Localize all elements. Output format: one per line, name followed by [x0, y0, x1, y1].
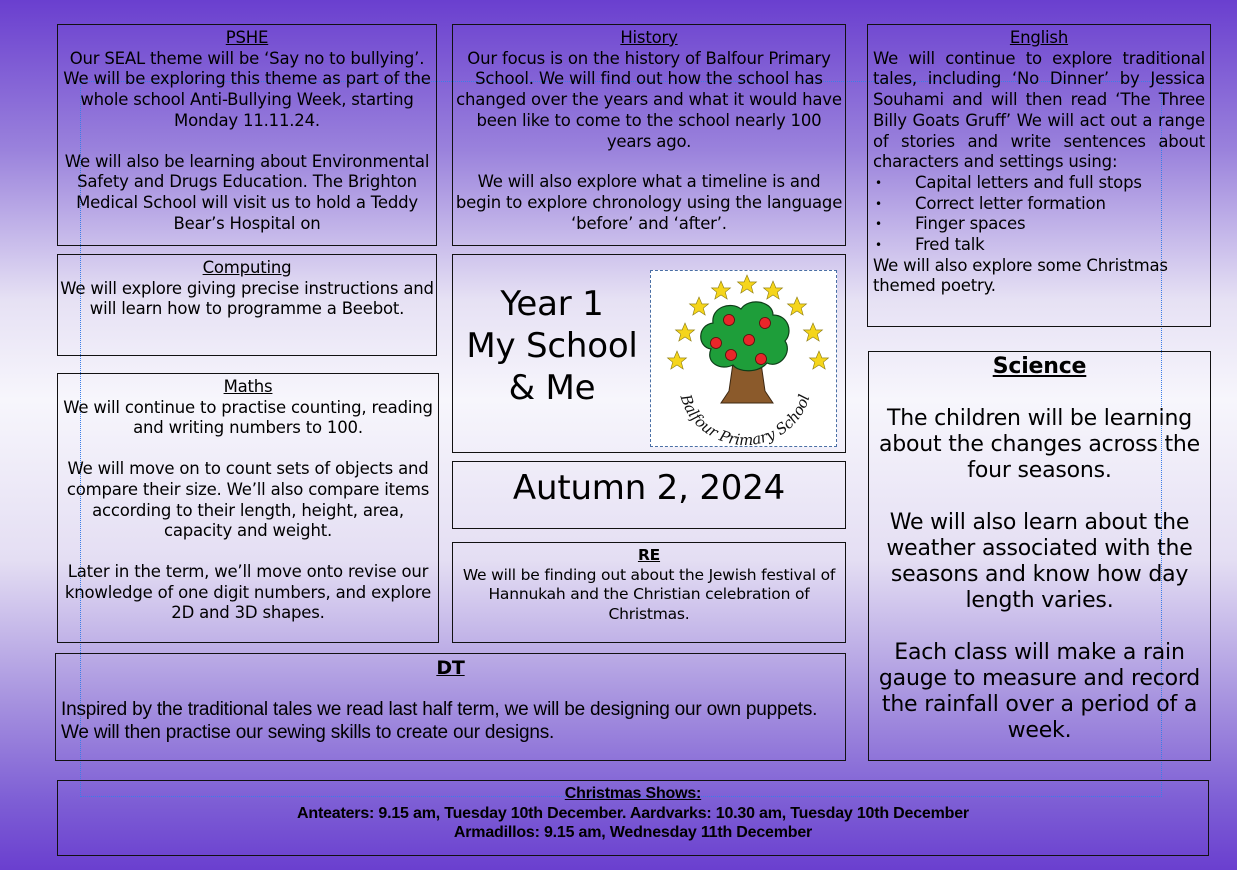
- history-paragraph-2: We will also explore what a timeline is and begin to explore chronology using the language ‘before’ and ‘after’.: [455, 172, 843, 233]
- star-icon: [788, 297, 807, 315]
- christmas-shows-line-2: Armadillos: 9.15 am, Wednesday 11th December: [453, 824, 813, 841]
- maths-heading: Maths: [223, 377, 273, 396]
- pshe-panel: [57, 24, 437, 246]
- science-heading: Science: [992, 354, 1087, 379]
- science-paragraph-1: The children will be learning about the changes across the four seasons.: [878, 406, 1200, 483]
- star-icon: [810, 351, 829, 369]
- science-paragraph-2: We will also learn about the weather associated with the seasons and know how day length varies.: [886, 510, 1193, 613]
- star-icon: [676, 323, 695, 341]
- re-panel: [452, 542, 846, 643]
- history-panel: [452, 24, 846, 246]
- maths-paragraph-3: Later in the term, we’ll move onto revise our knowledge of one digit numbers, and explore 2D and 3D shapes.: [64, 561, 432, 623]
- dt-heading: DT: [436, 657, 465, 679]
- maths-paragraph-1: We will continue to practise counting, reading and writing numbers to 100.: [63, 397, 433, 438]
- english-intro: We will continue to explore traditional tales, including ‘No Dinner’ by Jessica Souhami and will then read ‘The Three Billy Goats Gruff’ We will act out a range of stories and write sentences about characters and settings using:: [873, 48, 1205, 172]
- page-title: [457, 283, 647, 409]
- computing-panel: [57, 254, 437, 356]
- school-logo: [650, 270, 837, 447]
- science-panel: [868, 351, 1211, 761]
- star-icon: [764, 281, 783, 299]
- apple-icon: [711, 338, 722, 349]
- list-item: • Capital letters and full stops: [873, 173, 1205, 194]
- apple-icon: [724, 315, 735, 326]
- english-heading: English: [1009, 28, 1069, 47]
- title-line-topic: My School: [466, 326, 638, 366]
- apple-icon: [726, 350, 737, 361]
- science-paragraph-3: Each class will make a rain gauge to measure and record the rainfall over a period of a week.: [878, 640, 1201, 743]
- english-panel: [867, 24, 1211, 327]
- christmas-shows-line-1: Anteaters: 9.15 am, Tuesday 10th December. Aardvarks: 10.30 am, Tuesday 10th December: [297, 804, 969, 822]
- christmas-shows-panel: [57, 780, 1209, 856]
- list-item: • Fred talk: [873, 235, 1205, 256]
- apple-icon: [756, 354, 767, 365]
- pshe-heading: PSHE: [225, 28, 269, 47]
- computing-heading: Computing: [202, 258, 292, 277]
- re-paragraph-1: We will be finding out about the Jewish festival of Hannukah and the Christian celebration of Christmas.: [462, 565, 836, 624]
- list-item: • Correct letter formation: [873, 194, 1205, 215]
- history-heading: History: [620, 28, 678, 47]
- tree-logo-icon: [651, 271, 836, 446]
- term-label: Autumn 2, 2024: [512, 468, 786, 508]
- logo-text: Balfour Primary School: [676, 392, 814, 446]
- term-panel: [452, 461, 846, 529]
- star-icon: [712, 281, 731, 299]
- english-outro: We will also explore some Christmas themed poetry.: [873, 255, 1168, 296]
- star-icon: [668, 351, 687, 369]
- history-paragraph-1: Our focus is on the history of Balfour Primary School. We will find out how the school has changed over the years and what it would have been like to come to the school nearly 100 years ago.: [456, 48, 842, 151]
- maths-panel: [57, 373, 439, 643]
- re-heading: RE: [637, 546, 661, 564]
- star-icon: [738, 275, 757, 293]
- title-line-year: Year 1: [500, 284, 604, 324]
- apple-icon: [760, 318, 771, 329]
- title-line-me: & Me: [508, 368, 596, 408]
- dt-paragraph-1: Inspired by the traditional tales we read last half term, we will be designing our own puppets. We will then practise our sewing skills to create our designs.: [61, 699, 818, 743]
- title-panel: [452, 254, 846, 453]
- maths-paragraph-2: We will move on to count sets of objects and compare their size. We’ll also compare items according to their length, height, area, capacity and weight.: [66, 459, 430, 541]
- list-item: • Finger spaces: [873, 214, 1205, 235]
- english-bullet-list: [873, 173, 1205, 256]
- apple-icon: [744, 335, 755, 346]
- christmas-shows-heading: Christmas Shows:: [564, 785, 702, 802]
- pshe-paragraph-2: We will also be learning about Environmental Safety and Drugs Education. The Brighton Medical School will visit us to hold a Teddy Bear’s Hospital on: [64, 151, 430, 233]
- dt-panel: [55, 653, 846, 761]
- computing-paragraph-1: We will explore giving precise instructions and will learn how to programme a Beebot.: [60, 278, 434, 319]
- pshe-paragraph-1: Our SEAL theme will be ‘Say no to bullying’. We will be exploring this theme as part of the whole school Anti-Bullying Week, starting Monday 11.11.24.: [63, 48, 431, 130]
- star-icon: [804, 323, 823, 341]
- star-icon: [690, 297, 709, 315]
